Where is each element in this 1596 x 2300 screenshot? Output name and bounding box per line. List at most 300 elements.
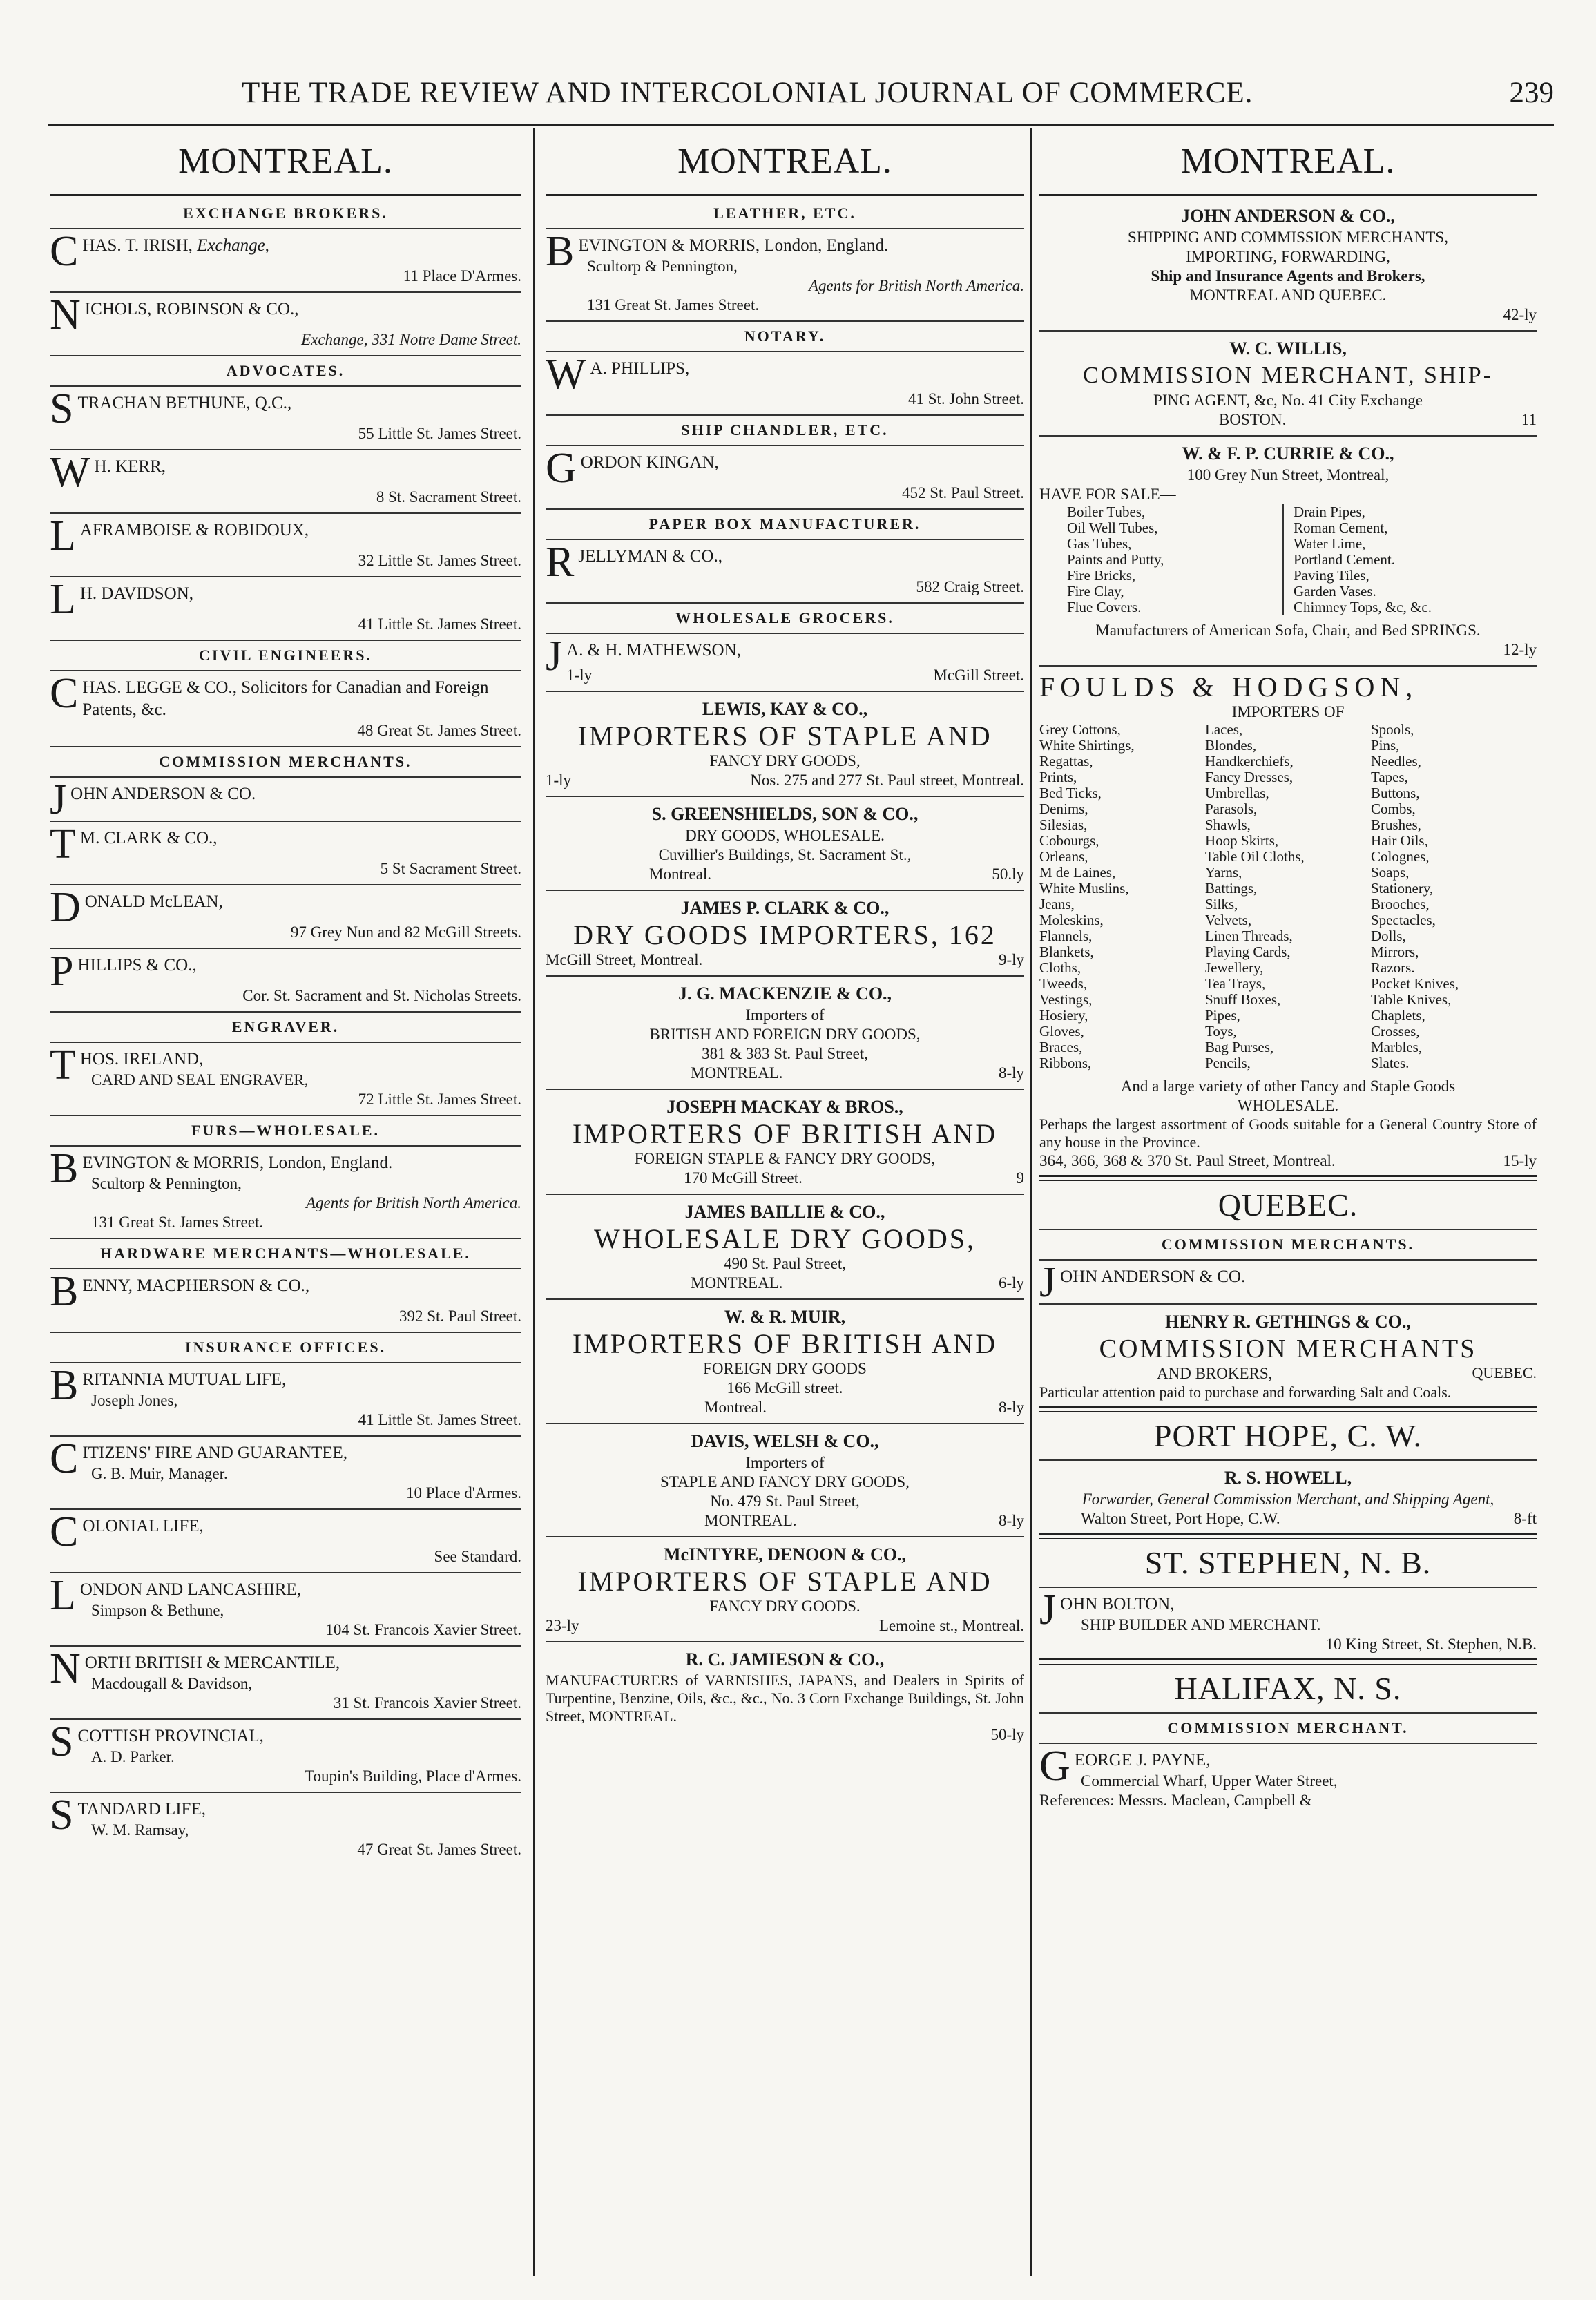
rule [50, 1792, 521, 1793]
advert-name: JOSEPH MACKAY & BROS., [666, 1097, 903, 1117]
listing-address: 104 St. Francois Xavier Street. [325, 1621, 521, 1638]
rule [50, 640, 521, 641]
listing-name: ENNY, MACPHERSON & CO., [82, 1276, 310, 1295]
rule [50, 355, 521, 356]
rule [546, 1194, 1024, 1195]
listing-name: RITANNIA MUTUAL LIFE, [82, 1370, 287, 1389]
rule [50, 1362, 521, 1363]
goods-item: Table Knives, [1371, 991, 1452, 1008]
ref-code: 8-ly [998, 1064, 1024, 1082]
advert-headline: IMPORTERS OF STAPLE AND [577, 1566, 992, 1597]
city-heading: MONTREAL. [677, 142, 892, 181]
goods-item: Paving Tiles, [1294, 567, 1369, 584]
rule [546, 602, 1024, 604]
advert [546, 1430, 1024, 1531]
column-divider [533, 128, 535, 2276]
rule [50, 1572, 521, 1573]
listing-address: 32 Little St. James Street. [358, 552, 521, 569]
section-heading: EXCHANGE BROKERS. [183, 204, 388, 222]
goods-item: Pencils, [1205, 1055, 1251, 1071]
goods-item: Garden Vases. [1294, 583, 1376, 600]
goods-item: Umbrellas, [1205, 785, 1269, 801]
advert-line: Ship and Insurance Agents and Brokers, [1151, 267, 1425, 285]
goods-item: Laces, [1205, 721, 1243, 738]
listing-address: 47 Great St. James Street. [357, 1841, 521, 1858]
listing-sub: Simpson & Bethune, [91, 1602, 224, 1619]
listing-name: ONALD McLEAN, [84, 892, 223, 911]
listing-name: M. CLARK & CO., [79, 829, 218, 847]
rule [50, 1145, 521, 1147]
drop-initial: L [50, 576, 76, 623]
listing [546, 633, 1024, 685]
goods-item: Table Oil Cloths, [1205, 848, 1305, 865]
listing [1039, 1259, 1537, 1306]
rule [1039, 1459, 1537, 1461]
listing-address: 41 Little St. James Street. [358, 615, 521, 633]
goods-item: Moleskins, [1039, 912, 1104, 928]
drop-initial: J [546, 633, 563, 680]
listing [50, 1508, 521, 1566]
rule [50, 1718, 521, 1720]
rule [1039, 1743, 1537, 1744]
listing-name: OLONIAL LIFE, [82, 1517, 204, 1535]
advert-headline: DRY GOODS IMPORTERS, 162 [573, 919, 997, 950]
drop-initial: W [50, 449, 90, 496]
advert-headline: IMPORTERS OF STAPLE AND [577, 720, 992, 751]
advert [1039, 1466, 1537, 1528]
goods-item: Paints and Putty, [1067, 551, 1164, 568]
section-heading: HARDWARE MERCHANTS—WHOLESALE. [100, 1245, 471, 1262]
column-middle [546, 131, 1024, 2272]
rule [546, 320, 1024, 322]
advert-line: Montreal. [649, 865, 712, 883]
section-heading: ENGRAVER. [231, 1018, 340, 1035]
advert-line: 170 McGill Street. [684, 1169, 802, 1187]
listing-sub: CARD AND SEAL ENGRAVER, [91, 1071, 309, 1089]
ref-code: 42-ly [1503, 306, 1537, 323]
listing-name: ORTH BRITISH & MERCANTILE, [84, 1654, 340, 1672]
rule [50, 948, 521, 949]
advert-name: JAMES BAILLIE & CO., [684, 1202, 885, 1222]
double-rule [546, 194, 1024, 200]
goods-item: Water Lime, [1294, 535, 1366, 552]
rule [50, 1268, 521, 1269]
goods-item: Roman Cement, [1294, 519, 1388, 536]
goods-item: Denims, [1039, 801, 1088, 817]
drop-initial: C [50, 1435, 79, 1482]
listing-address: 31 St. Francois Xavier Street. [333, 1694, 521, 1712]
advert-name: DAVIS, WELSH & CO., [691, 1431, 879, 1451]
city-heading: ST. STEPHEN, N. B. [1144, 1545, 1432, 1580]
drop-initial: S [50, 1792, 74, 1839]
listing-address: 48 Great St. James Street. [357, 722, 521, 739]
goods-item: Fire Bricks, [1067, 567, 1136, 584]
ref-code: 8-ft [1513, 1510, 1537, 1527]
goods-item: Drain Pipes, [1294, 504, 1365, 520]
listing [50, 1362, 521, 1430]
listing-name: H. KERR, [94, 457, 166, 476]
city-heading: QUEBEC. [1218, 1187, 1358, 1223]
advert [546, 1305, 1024, 1417]
goods-item: Marbles, [1371, 1039, 1423, 1055]
ref-code: 50.ly [992, 865, 1024, 883]
listing-name: HILLIPS & CO., [77, 956, 197, 975]
city-heading: PORT HOPE, C. W. [1153, 1418, 1423, 1453]
goods-item: Crosses, [1371, 1023, 1420, 1039]
page-header [48, 62, 1554, 124]
ref-code: 9 [1016, 1169, 1024, 1187]
listing-address: 11 Place D'Armes. [403, 267, 521, 285]
advert-name: LEWIS, KAY & CO., [702, 699, 868, 719]
listing-name: JELLYMAN & CO., [578, 547, 722, 566]
listing-address: 97 Grey Nun and 82 McGill Streets. [290, 923, 521, 941]
rule [50, 576, 521, 577]
goods-item: Jewellery, [1205, 959, 1264, 976]
drop-initial: N [50, 1645, 81, 1692]
goods-item: Tea Trays, [1205, 975, 1266, 992]
listing-name: A. PHILLIPS, [590, 359, 690, 378]
listing [50, 1645, 521, 1713]
advert-line: PING AGENT, &c, No. 41 City Exchange [1153, 392, 1423, 409]
rule [50, 884, 521, 885]
goods-column [1282, 504, 1509, 615]
goods-item: Hair Oils, [1371, 832, 1428, 849]
rule [546, 633, 1024, 634]
rule [50, 1645, 521, 1647]
rule [546, 796, 1024, 797]
advert-line: HAVE FOR SALE— [1039, 486, 1176, 503]
rule [50, 670, 521, 671]
listing-name: HAS. LEGGE & CO., Solicitors for Canadian and Foreign Patents, &c. [82, 678, 489, 719]
advert-line: BOSTON. [1219, 411, 1287, 428]
advert-line: MONTREAL. [691, 1064, 783, 1082]
listing [50, 512, 521, 571]
double-rule [1039, 1533, 1537, 1539]
section-heading: FURS—WHOLESALE. [191, 1122, 380, 1139]
listing [50, 821, 521, 879]
advert-line: FOREIGN STAPLE & FANCY DRY GOODS, [634, 1150, 936, 1167]
ref-code: 8-ly [998, 1399, 1024, 1416]
drop-initial: C [50, 1508, 79, 1555]
goods-item: Linen Threads, [1205, 928, 1293, 944]
rule [1039, 1229, 1537, 1230]
drop-initial: B [50, 1362, 79, 1409]
goods-item: White Shirtings, [1039, 737, 1135, 754]
goods-item: Velvets, [1205, 912, 1252, 928]
listing-name: OHN ANDERSON & CO. [1060, 1267, 1246, 1286]
advert-line: Cuvillier's Buildings, St. Sacrament St., [658, 846, 912, 863]
advert-line: IMPORTING, FORWARDING, [1186, 248, 1390, 265]
rule [546, 975, 1024, 977]
ref-code: 8-ly [998, 1512, 1024, 1529]
goods-item: Oil Well Tubes, [1067, 519, 1158, 536]
advert [546, 897, 1024, 970]
drop-initial: J [50, 776, 67, 823]
goods-item: Mirrors, [1371, 943, 1419, 960]
advert-headline: WHOLESALE DRY GOODS, [594, 1223, 976, 1254]
advert-headline: FOULDS & HODGSON, [1039, 671, 1419, 702]
listing-name: AFRAMBOISE & ROBIDOUX, [79, 521, 309, 539]
advert-line: 166 McGill street. [727, 1379, 843, 1397]
listing-name: TRACHAN BETHUNE, Q.C., [77, 394, 292, 412]
ref-code: 11 [1521, 411, 1537, 428]
drop-initial: G [546, 445, 577, 492]
advert-name: JAMES P. CLARK & CO., [680, 898, 890, 918]
listing-sub: Agents for British North America. [809, 277, 1024, 294]
goods-item: Shawls, [1205, 816, 1251, 833]
listing-sub: SHIP BUILDER AND MERCHANT. [1081, 1616, 1321, 1633]
listing [546, 539, 1024, 597]
advert-line: WHOLESALE. [1237, 1097, 1339, 1114]
listing-sub: Joseph Jones, [91, 1392, 178, 1409]
goods-item: Blankets, [1039, 943, 1094, 960]
goods-item: Cobourgs, [1039, 832, 1099, 849]
ref-code: 1-ly [566, 667, 593, 684]
listing-name: HAS. T. IRISH, [82, 236, 193, 255]
section-heading: COMMISSION MERCHANT. [1167, 1719, 1409, 1736]
rule [546, 539, 1024, 540]
listing-name: EVINGTON & MORRIS, London, England. [578, 236, 889, 255]
advert-line: FANCY DRY GOODS. [709, 1598, 861, 1615]
listing [50, 1792, 521, 1859]
rule [546, 508, 1024, 510]
advert-line: AND BROKERS, [1157, 1365, 1273, 1382]
advert-line: SHIPPING AND COMMISSION MERCHANTS, [1128, 229, 1448, 246]
goods-item: Pins, [1371, 737, 1400, 754]
goods-item: Parasols, [1205, 801, 1258, 817]
listing [50, 385, 521, 443]
advert-line: IMPORTERS OF [1231, 703, 1345, 720]
goods-item: White Muslins, [1039, 880, 1129, 897]
advert-line: FOREIGN DRY GOODS [703, 1360, 867, 1377]
listing-sub: Agents for British North America. [306, 1194, 521, 1211]
listing-name: COTTISH PROVINCIAL, [77, 1727, 264, 1745]
rule [546, 1089, 1024, 1090]
listing-sub: Macdougall & Davidson, [91, 1675, 253, 1692]
advert-line: Importers of [745, 1454, 825, 1471]
drop-initial: J [1039, 1259, 1057, 1306]
drop-initial: T [50, 1042, 76, 1089]
goods-item: Cloths, [1039, 959, 1081, 976]
advert-body: MANUFACTURERS of VARNISHES, JAPANS, and Dealers in Spirits of Turpentine, Benzine, Oils, &c., &c., No. 3 Corn Exchange Buildings, St. John Street, MONTREAL. [546, 1671, 1024, 1725]
listing-name: ICHOLS, ROBINSON & CO., [84, 300, 299, 318]
rule [1039, 665, 1537, 667]
goods-item: Portland Cement. [1294, 551, 1395, 568]
listing-address: 131 Great St. James Street. [91, 1214, 264, 1231]
listing-sub: G. B. Muir, Manager. [91, 1465, 228, 1482]
drop-initial: D [50, 884, 81, 931]
goods-item: Brooches, [1371, 896, 1430, 912]
goods-item: Toys, [1205, 1023, 1237, 1039]
advert-line: MONTREAL. [691, 1274, 783, 1292]
ref-code: 1-ly [546, 772, 572, 789]
rule [546, 414, 1024, 416]
goods-column [1371, 722, 1537, 1071]
goods-item: Spectacles, [1371, 912, 1436, 928]
advert-address: 364, 366, 368 & 370 St. Paul Street, Montreal. [1039, 1152, 1336, 1169]
goods-item: Blondes, [1205, 737, 1257, 754]
listing-name: HOS. IRELAND, [79, 1050, 204, 1068]
advert-headline: COMMISSION MERCHANT, SHIP- [1082, 363, 1494, 388]
rule [1039, 1587, 1537, 1588]
advert-name: HENRY R. GETHINGS & CO., [1165, 1312, 1411, 1332]
ref-code: 6-ly [998, 1274, 1024, 1292]
drop-initial: S [50, 1718, 74, 1765]
goods-item: Brushes, [1371, 816, 1421, 833]
advert-headline: IMPORTERS OF BRITISH AND [572, 1328, 998, 1359]
goods-column [1067, 504, 1282, 615]
goods-item: Buttons, [1371, 785, 1420, 801]
section-heading: WHOLESALE GROCERS. [675, 609, 894, 626]
advert [1039, 672, 1537, 1171]
listing-address: 55 Little St. James Street. [358, 425, 521, 442]
section-heading: INSURANCE OFFICES. [184, 1339, 387, 1356]
goods-list [1039, 722, 1537, 1071]
listing-address: 8 St. Sacrament Street. [376, 488, 521, 506]
listing-name: EVINGTON & MORRIS, London, England. [82, 1153, 393, 1172]
rule [50, 1042, 521, 1043]
listing [50, 1268, 521, 1326]
listing-sub: Commercial Wharf, Upper Water Street, [1081, 1772, 1338, 1790]
rule [546, 228, 1024, 229]
listing [50, 670, 521, 740]
advert [1039, 1310, 1537, 1401]
advert-line: BRITISH AND FOREIGN DRY GOODS, [649, 1026, 921, 1043]
rule [546, 1641, 1024, 1642]
double-rule [50, 194, 521, 200]
advert-body: Particular attention paid to purchase and forwarding Salt and Coals. [1039, 1383, 1452, 1401]
rule [50, 746, 521, 747]
listing-address: 10 King Street, St. Stephen, N.B. [1325, 1636, 1537, 1653]
listing-name: H. DAVIDSON, [79, 584, 194, 603]
advert-line: DRY GOODS, WHOLESALE. [685, 827, 885, 844]
goods-item: Handkerchiefs, [1205, 753, 1294, 769]
rule [546, 1298, 1024, 1300]
rule [50, 449, 521, 450]
listing-address: 131 Great St. James Street. [587, 296, 760, 314]
rule [1039, 1303, 1537, 1305]
listing-address: Exchange, 331 Notre Dame Street. [301, 331, 521, 348]
goods-item: Flue Covers. [1067, 599, 1142, 615]
listing-address: 41 St. John Street. [907, 390, 1024, 408]
section-heading: PAPER BOX MANUFACTURER. [648, 515, 921, 533]
advert [546, 982, 1024, 1083]
advert-name: W. C. WILLIS, [1229, 338, 1347, 358]
ref-code: 15-ly [1503, 1152, 1537, 1169]
rule [546, 445, 1024, 446]
rule [50, 512, 521, 514]
goods-item: Soaps, [1371, 864, 1410, 881]
advert-name: McINTYRE, DENOON & CO., [664, 1544, 906, 1564]
rule [1039, 435, 1537, 437]
goods-item: Jeans, [1039, 896, 1075, 912]
listing [50, 228, 521, 286]
drop-initial: W [546, 351, 586, 398]
goods-item: Bed Ticks, [1039, 785, 1102, 801]
listing-address: 41 Little St. James Street. [358, 1411, 521, 1428]
drop-initial: C [50, 228, 79, 275]
rule [546, 351, 1024, 352]
listing [50, 776, 521, 823]
listing [50, 1145, 521, 1232]
goods-item: Regattas, [1039, 753, 1093, 769]
listing [50, 1042, 521, 1109]
rule [1039, 1712, 1537, 1714]
listing-sub: Exchange, [197, 236, 269, 255]
advert-line: Manufacturers of American Sofa, Chair, and Bed SPRINGS. [1095, 622, 1481, 639]
section-heading: CIVIL ENGINEERS. [199, 646, 372, 664]
goods-item: Prints, [1039, 769, 1077, 785]
drop-initial: J [1039, 1587, 1057, 1633]
drop-initial: L [50, 1572, 76, 1619]
advert-line: McGill Street, Montreal. [546, 951, 703, 968]
advert-line: STAPLE AND FANCY DRY GOODS, [660, 1473, 910, 1491]
journal-title: THE TRADE REVIEW AND INTERCOLONIAL JOURNAL OF COMMERCE. [242, 77, 1253, 109]
goods-list [1039, 504, 1537, 615]
column-right [1039, 131, 1537, 2272]
advert-address: Nos. 275 and 277 St. Paul street, Montreal. [750, 772, 1024, 789]
advert [1039, 442, 1537, 660]
goods-item: Silesias, [1039, 816, 1088, 833]
listing [50, 948, 521, 1006]
goods-item: Chaplets, [1371, 1007, 1425, 1024]
goods-item: Yarns, [1205, 864, 1242, 881]
advert-body: Perhaps the largest assortment of Goods suitable for a General Country Store of any house in the Province. [1039, 1115, 1537, 1151]
listing-address: 5 St Sacrament Street. [380, 860, 521, 877]
advert-name: R. S. HOWELL, [1224, 1468, 1352, 1488]
listing-name: A. & H. MATHEWSON, [566, 641, 741, 660]
listing-name: EORGE J. PAYNE, [1074, 1751, 1211, 1770]
advert-line: 100 Grey Nun Street, Montreal, [1186, 466, 1390, 483]
drop-initial: N [50, 291, 81, 338]
advert-line: FANCY DRY GOODS, [709, 752, 861, 769]
advert [546, 1200, 1024, 1293]
advert-line: Forwarder, General Commission Merchant, and Shipping Agent, [1081, 1491, 1494, 1508]
drop-initial: P [50, 948, 74, 995]
drop-initial: L [50, 512, 76, 559]
advert [546, 803, 1024, 884]
rule [50, 1332, 521, 1333]
rule [546, 1536, 1024, 1537]
goods-item: Vestings, [1039, 991, 1093, 1008]
goods-item: Hosiery, [1039, 1007, 1088, 1024]
listing-name: OHN ANDERSON & CO. [70, 785, 256, 803]
section-heading: ADVOCATES. [226, 362, 345, 379]
advert [546, 1095, 1024, 1188]
goods-item: Fancy Dresses, [1205, 769, 1294, 785]
goods-item: Pipes, [1205, 1007, 1240, 1024]
section-heading: LEATHER, ETC. [713, 204, 856, 222]
rule [50, 1435, 521, 1437]
goods-item: Bag Purses, [1205, 1039, 1274, 1055]
rule [50, 1238, 521, 1239]
listing-name: ORDON KINGAN, [580, 453, 719, 472]
ref-code: 12-ly [1503, 641, 1537, 658]
section-heading: COMMISSION MERCHANTS. [159, 753, 412, 770]
listing-address: Cor. St. Sacrament and St. Nicholas Streets. [242, 987, 521, 1004]
rule [1039, 330, 1537, 332]
goods-item: Flannels, [1039, 928, 1093, 944]
rule [50, 1115, 521, 1116]
advert-name: JOHN ANDERSON & CO., [1181, 206, 1395, 226]
listing-address: 452 St. Paul Street. [902, 484, 1024, 501]
drop-initial: B [50, 1268, 79, 1315]
advert-address: Lemoine st., Montreal. [878, 1617, 1024, 1634]
advert-line: Importers of [745, 1006, 825, 1024]
advert [546, 698, 1024, 790]
double-rule [1039, 1406, 1537, 1412]
advert [1039, 337, 1537, 430]
